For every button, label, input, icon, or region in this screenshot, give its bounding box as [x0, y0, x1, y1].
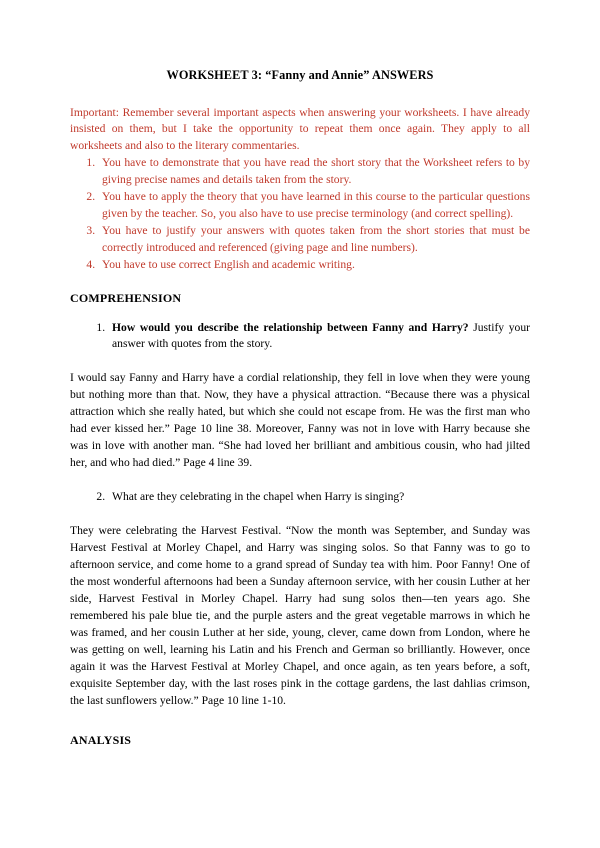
question-2-prompt: What are they celebrating in the chapel when Harry is singing?: [112, 490, 405, 504]
important-requirements-list: [70, 155, 530, 273]
comprehension-question-2-wrapper: [70, 489, 530, 506]
answer-1-text: I would say Fanny and Harry have a cordial relationship, they fell in love when they were young but nothing more than that. Now, they have a physical attraction. “Because there was a physical attraction which she really hated, but which she could not escape from. He was the first man who had ever kissed her.” Page 10 line 38. Moreover, Fanny was not in love with Harry because she was in love with another man. “She had loved her brilliant and ambitious cousin, who had jilted her, and who had died.” Page 4 line 39.: [70, 371, 530, 470]
important-notice: [70, 105, 530, 154]
question-1-instruction: Justify your answer with quotes from the story.: [112, 320, 531, 351]
important-notice-text: Important: Remember several important aspects when answering your worksheets. I have already insisted on them, but I take the opportunity to repeat them once again. They apply to all worksheets and also to the literary commentaries.: [70, 106, 530, 152]
page-title: WORKSHEET 3: “Fanny and Annie” ANSWERS: [166, 68, 434, 82]
question-1-prompt: How would you describe the relationship between Fanny and Harry?: [112, 320, 469, 334]
list-item: 4. You have to use correct English and academic writing.: [98, 257, 530, 273]
section-heading-analysis: ANALYSIS: [70, 733, 132, 748]
question-item: [108, 320, 530, 354]
comprehension-question-1: [70, 320, 530, 354]
section-heading-comprehension: COMPREHENSION: [70, 290, 182, 305]
question-item: [108, 489, 530, 506]
list-item: 2. You have to apply the theory that you have learned in this course to the particular questions given by the teacher. So, you also have to use precise terminology (and correct spelling).: [98, 189, 530, 222]
list-item: 3. You have to justify your answers with quotes taken from the short stories that must be correctly introduced and referenced (giving page and line numbers).: [98, 223, 530, 256]
comprehension-question-2: [70, 489, 530, 506]
list-item: 1. You have to demonstrate that you have read the short story that the Worksheet refers to by giving precise names and details taken from the story.: [98, 155, 530, 188]
answer-2-text: They were celebrating the Harvest Festival. “Now the month was September, and Sunday was Harvest Festival at Morley Chapel, and Harry was singing solos. So that Fanny was to go to afternoon service, and come home to a grand spread of Sunday tea with him. Poor Fanny! One of the most wonderful afternoons had been a Sunday afternoon service, with her cousin Luther at her side, Harvest Festival in Morley Chapel. Harry had sung solos then—ten years ago. She remembered his pale blue tie, and the purple asters and the great vegetable marrows in which he was framed, and her cousin Luther at her side, young, clever, came down from London, where he was getting on well, learning his Latin and his French and German so brilliantly. However, once again it was the Harvest Festival at Morley Chapel, and once again, as ten years before, a soft, exquisite September day, with the last roses pink in the cottage gardens, the last dahlias crimson, the last sunflowers yellow.” Page 10 line 1-10.: [70, 524, 530, 708]
